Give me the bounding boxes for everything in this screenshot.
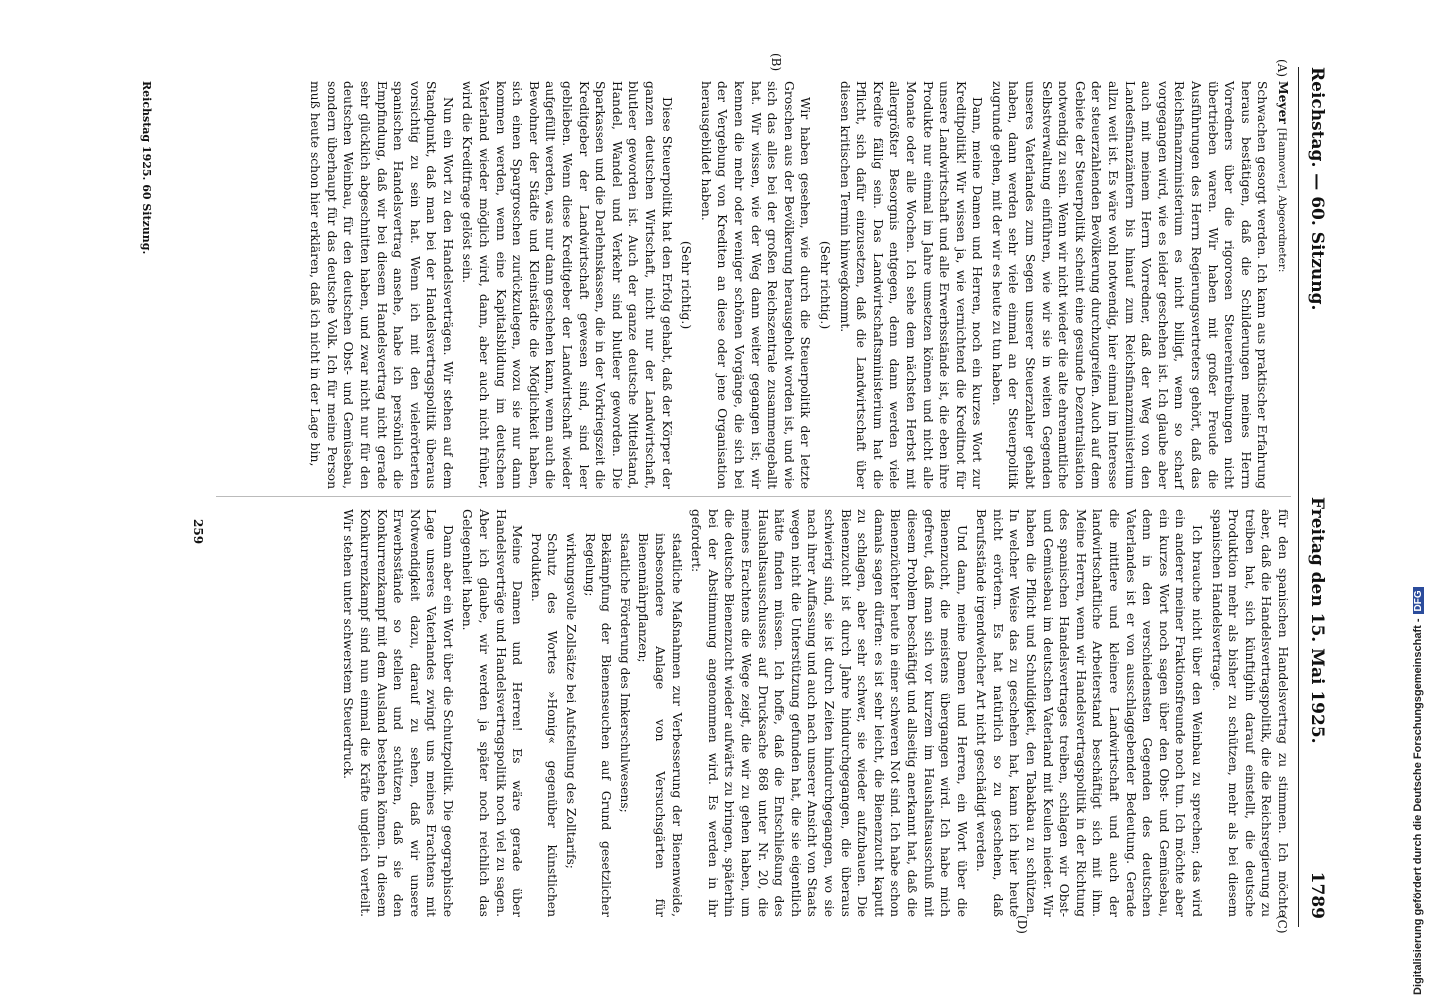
footer-session-note: Reichstag 1925. 60 Sitzung. xyxy=(140,81,153,255)
speaker-suffix: [Hannover], Abgeordneter: xyxy=(1276,127,1288,273)
speaker-name: Meyer xyxy=(1276,81,1291,124)
list-item: wirkungsvolle Zollsätze bei Aufstellung des Zolltarifs; xyxy=(564,533,579,869)
rotated-page-content xyxy=(97,53,1337,934)
dfg-logo: DFG xyxy=(1413,587,1424,614)
paragraph: Schwachen gesorgt werden. Ich kann aus praktischer Erfahrung heraus bestätigen, daß die Schilderungen meines Herrn Vorredners über die rigorosen Steuereintreibungen nicht übertrieben waren. Wir haben mit großer Freude die Ausführungen des Herrn Regierungsvertreters gehört, daß das Reichsfinanzministerium es nicht billigt, wenn so scharf vorgegangen wird, wie es leider geschehen ist. Ich glaube aber auch mit meinem Herrn Vorredner, daß der Weg von den Landesfinanzämtern bis hinauf zum Reichsfinanzministerium allzu weit ist. Es wäre wohl notwendig, hier einmal im Interesse der steuerzahlenden Bevölkerung durchzugreifen. Auch auf dem Gebiete der Steuerpolitik scheint eine gesunde Dezentralisation notwendig zu sein. Wenn wir nicht wieder die alte ehrenamtliche Selbstverwaltung einführen, wie wir sie in weiten Gegenden unseres Vaterlandes zum Segen unserer Steuerzahler gehabt haben, dann werden sehr viele einmal an der Steuerpolitik zugrunde gehen, mit der wir es heute zu tun haben. xyxy=(989,81,1270,489)
list-item: staatliche Förderung des Imkerschulwesens; xyxy=(617,533,632,813)
side-credit-strip xyxy=(1406,0,1434,1000)
interjection: (Sehr richtig.) xyxy=(817,240,832,330)
margin-mark-b: (B) xyxy=(769,53,783,72)
column-divider xyxy=(216,496,1291,497)
right-column xyxy=(337,509,1291,917)
dfg-credit xyxy=(1408,5,1428,995)
left-column xyxy=(304,81,1291,489)
paragraph: Nun ein Wort zu den Handelsverträgen. Wir stehen auf dem Standpunkt, daß man bei der Handelsvertragspolitik überaus vorsichtig zu sein hat. Wenn ich mit den vielerörterten spanischen Handelsvertrag ansehe, habe ich persönlich die Empfindung, daß wir bei diesem Handelsvertrag nicht gerade sehr glücklich abgeschnitten haben, und zwar nicht nur für den deutschen Weinbau, für den deutschen Obst- und Gemüsebau, sondern überhaupt für das deutsche Volk. Ich für meine Person muß heute schon hier erklären, daß ich nicht in der Lage bin, xyxy=(308,81,455,489)
header-date: Freitag den 15. Mai 1925. xyxy=(1307,497,1327,744)
paragraph: Wir haben gesehen, wie durch die Steuerpolitik der letzte Groschen aus der Bevölkerung herausgeholt worden ist, und wie sich das alles bei der großen Reichszentrale zusammengeballt hat. Wir wissen, wie der Weg dann weiter gegangen ist; wir kennen die mehr oder weniger schönen Vorgänge, die sich bei der Vergebung von Krediten an diese oder jene Organisation herausgebildet haben. xyxy=(698,81,813,489)
margin-mark-c: (C) xyxy=(1275,915,1289,934)
paragraph: Dann aber ein Wort über die Schutzpolitik. Die geographische Lage unseres Vaterlandes zwingt uns meines Erachtens mit Notwendigkeit dazu, darauf zu sehen, daß wir unsere Erwerbsstände so stellen und schützen, daß sie den Konkurrenzkampf mit dem Ausland bestehen können. In diesem Konkurrenzkampf sind nun einmal die Kräfte ungleich verteilt. Wir stehen unter schwerstem Steuerdruck. xyxy=(341,509,455,917)
list-item: Schutz des Wortes »Honig« gegenüber künstlichen Produkten. xyxy=(528,533,560,917)
speaker-line xyxy=(1273,81,1291,489)
interjection: (Sehr richtig.) xyxy=(679,240,694,330)
page-number: 1789 xyxy=(1307,871,1327,919)
list-item: staatliche Maßnahmen zur Verbesserung der Bienenweide, insbesondere Anlage von Versuchsgärten für Bienennährpflanzen; xyxy=(636,533,684,917)
paragraph: Dann, meine Damen und Herren, noch ein kurzes Wort zur Kreditpolitik! Wir wissen ja, wie vernichtend die Kreditnot für unsere Landwirtschaft und alle Erwerbsstände ist, die eben ihre Produkte nur einmal im Jahre umsetzen können und nicht alle Monate oder alle Wochen. Ich sehe dem nächsten Herbst mit allergrößter Besorgnis entgegen, denn dann werden viele Kredite fällig sein. Das Landwirtschaftsministerium hat die Pflicht, sich dafür einzusetzen, daß die Landwirtschaft über diesen kritischen Termin hinwegkommt. xyxy=(837,81,985,489)
signature-number: 259 xyxy=(191,519,205,545)
paragraph: Diese Steuerpolitik hat den Erfolg gehabt, daß der Körper der ganzen deutschen Wirtschaft, nicht nur der Landwirtschaft, blutleer geworden ist. Auch der ganze deutsche Mittelstand, Handel, Wandel und Verkehr sind blutleer geworden. Die Sparkassen und die Darlehnskassen, die in der Vorkriegszeit die Kreditgeber der Landwirtschaft gewesen sind, sind leer geblieben. Wenn diese Kreditgeber der Landwirtschaft wieder aufgefüllt werden, was nur dann geschehen kann, wenn auch die Bewohner der Städte und Kleinstädte die Möglichkeit haben, sich einen Spargroschen zurückzulegen, wozu sie nur dann kommen werden, wenn eine Kapitalsbildung im deutschen Vaterland wieder möglich wird, dann, aber auch nicht früher, wird die Kreditfrage gelöst sein. xyxy=(460,81,674,489)
paragraph: Meine Damen und Herren! Es wäre gerade über Handelsverträge und Handelsvertragspolitik noch viel zu sagen. Aber ich glaube, wir werden ja später noch reichlich das Gelegenheit haben. xyxy=(460,509,525,917)
margin-mark-a: (A) xyxy=(1275,59,1289,78)
header-session: Reichstag. — 60. Sitzung. xyxy=(1307,67,1327,311)
paragraph: Und dann, meine Damen und Herren, ein Wort über die Bienenzucht, die meistens übergangen wird. Ich habe mich gefreut, daß man sich vor kurzem im Haushaltsausschuß mit diesem Problem beschäftigt und allseitig anerkannt hat, daß die Bienenzüchter heute in einer schweren Not sind. Ich habe schon damals sagen dürfen: es ist sehr leicht, die Bienenzucht kaputt zu schlagen, aber sehr schwer, sie wieder aufzubauen. Die Bienenzucht ist durch Jahre hindurchgegangen, die überaus schwierig sind, sie ist durch Zeiten hindurchgegangen, wo sie nach ihrer Auffassung und auch nach unserer Ansicht von Staats wegen nicht die Unterstützung gefunden hat, die sie eigentlich hätte finden müssen. Ich hoffe, daß die Entschließung des Haushaltsausschusses auf Drucksache 868 unter Nr. 20, die meines Erachtens die Wege zeigt, die wir zu gehen haben, um die deutsche Bienenzucht wieder aufwärts zu bringen, späterhin bei der Abstimmung angenommen wird. Es werden in ihr gefordert: xyxy=(689,509,969,917)
paragraph: für den spanischen Handelsvertrag zu stimmen. Ich möchte aber, daß die Handelsvertragspolitik, die die Reichsregierung zu treiben hat, sich künftighin darauf einstellt, die deutsche Produktion mehr als bisher zu schützen, mehr als bei diesem spanischen Handelsvertrage. xyxy=(1209,509,1290,917)
page-header xyxy=(1298,67,1337,927)
paragraph: Ich brauche nicht über den Weinbau zu sprechen; das wird ein anderer meiner Fraktionsfreunde noch tun. Ich möchte aber ein kurzes Wort noch sagen über den Obst- und Gemüsebau, denn in den verschiedensten Gegenden des deutschen Vaterlandes ist er von ausschlaggebender Bedeutung. Gerade die mittlere und kleinere Landwirtschaft und auch der landwirtschaftliche Arbeiterstand beschäftigt sich mit ihm. Meine Herren, wenn wir Handelsvertragspolitik in der Richtung des spanischen Handelsvertrages treiben, schlagen wir Obst- und Gemüsebau im deutschen Vaterland mit Keulen nieder. Wir haben die Pflicht und Schuldigkeit, den Tabakbau zu schützen. In welcher Weise das zu geschehen hat, kann ich hier heute nicht erörtern. Es hat natürlich so zu geschehen, daß Berufsstände irgendwelcher Art nicht geschädigt werden. xyxy=(974,509,1205,917)
margin-mark-d: (D) xyxy=(1015,915,1029,934)
list-item: Bekämpfung der Bienenseuchen auf Grund gesetzlicher Regelung; xyxy=(582,533,614,917)
credit-text: Digitalisierung gefördert durch die Deutsche Forschungsgemeinschaft - xyxy=(1412,618,1424,995)
